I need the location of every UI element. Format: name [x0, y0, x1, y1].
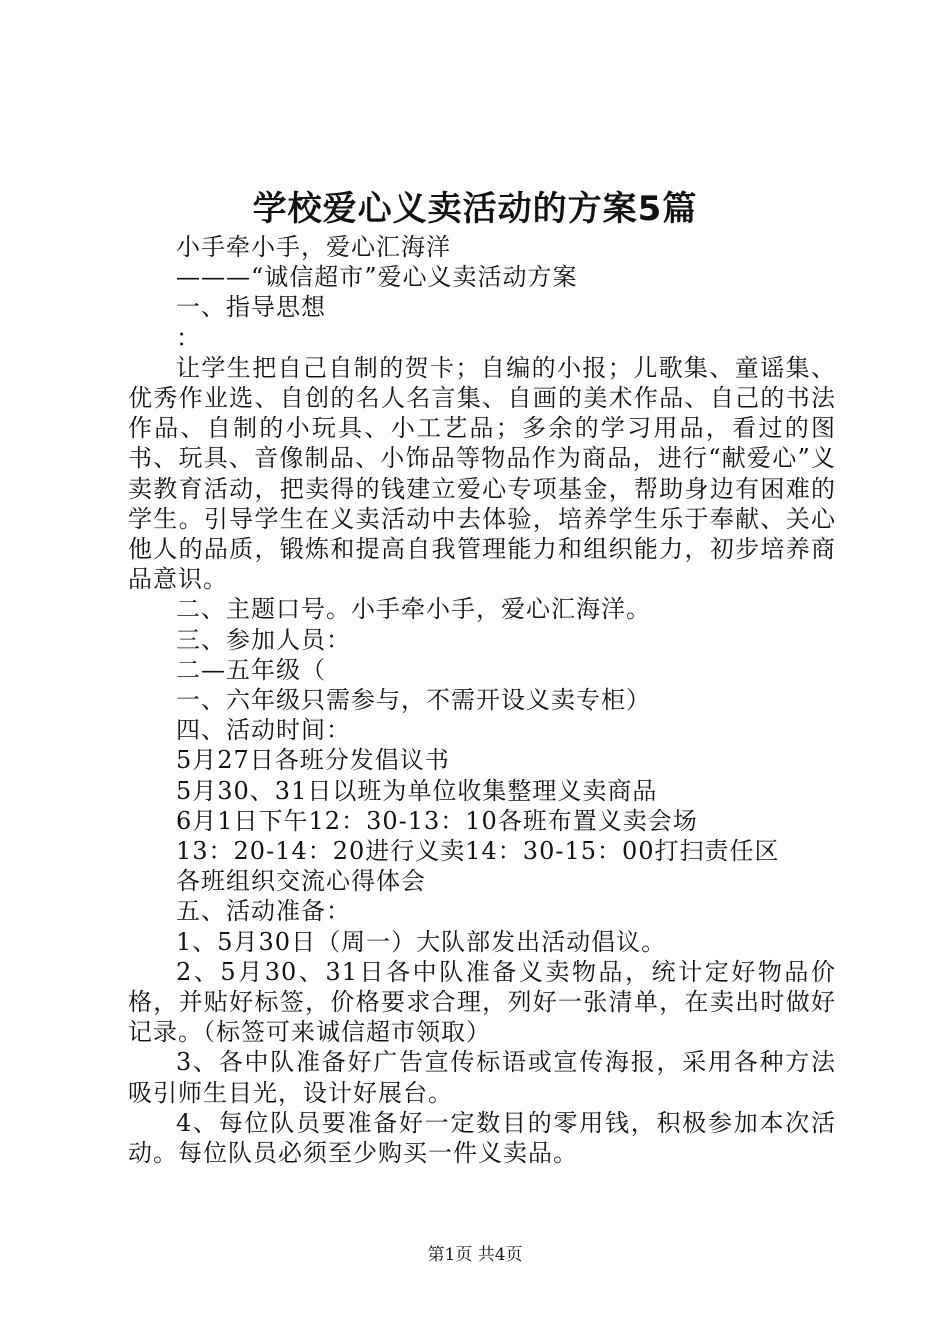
text-line: 一、六年级只需参与，不需开设义卖专柜） [176, 686, 651, 715]
section-heading: 四、活动时间： [176, 716, 351, 745]
text-line: 1、5月30日（周一）大队部发出活动倡议。 [176, 927, 667, 956]
page-footer: 第1页 共4页 [427, 1245, 523, 1265]
paragraph: 2、5月30、31日各中队准备义卖物品，统计定好物品价格，并贴好标签，价格要求合理，列好一张清单，在卖出时做好记录。（标签可来诚信超市领取） [128, 957, 836, 1047]
subtitle-line: 小手牵小手，爱心汇海洋 [176, 233, 451, 261]
schedule-line: 6月1日下午12：30-13：10各班布置义卖会场 [176, 806, 698, 835]
paragraph: 让学生把自己自制的贺卡；自编的小报；儿歌集、童谣集、优秀作业选、自创的名人名言集、自画的美术作品、自己的书法作品、自制的小玩具、小工艺品；多余的学习用品，看过的图书、玩具、音像制品、小饰品等物品作为商品，进行“献爱心”义卖教育活动，把卖得的钱建立爱心专项基金，帮助身边有困难的学生。引导学生在义卖活动中去体验，培养学生乐于奉献、关心他人的品质，锻炼和提高自我管理能力和组织能力，初步培养商品意识。 [128, 353, 836, 594]
schedule-line: 13：20-14：20进行义卖14：30-15：00打扫责任区 [176, 837, 780, 866]
paragraph: 3、各中队准备好广告宣传标语或宣传海报，采用各种方法吸引师生目光，设计好展台。 [128, 1048, 836, 1107]
schedule-line: 各班组织交流心得体会 [176, 867, 426, 896]
paragraph: 4、每位队员要准备好一定数目的零用钱，积极参加本次活动。每位队员必须至少购买一件义卖品。 [128, 1108, 836, 1168]
subtitle-line: ———“诚信超市”爱心义卖活动方案 [176, 263, 578, 292]
section-heading: 五、活动准备： [176, 897, 351, 926]
section-heading: 三、参加人员： [176, 625, 351, 654]
schedule-line: 5月30、31日以班为单位收集整理义卖商品 [176, 776, 658, 805]
document-title: 学校爱心义卖活动的方案5篇 [252, 189, 698, 229]
text-line: 二—五年级（ [176, 655, 326, 684]
document-body [128, 232, 836, 1168]
schedule-line: 5月27日各班分发倡议书 [176, 746, 450, 775]
text-line: 二、主题口号。小手牵小手，爱心汇海洋。 [176, 595, 651, 624]
section-heading: 一、指导思想 [176, 293, 326, 322]
text-line: ： [176, 323, 201, 352]
